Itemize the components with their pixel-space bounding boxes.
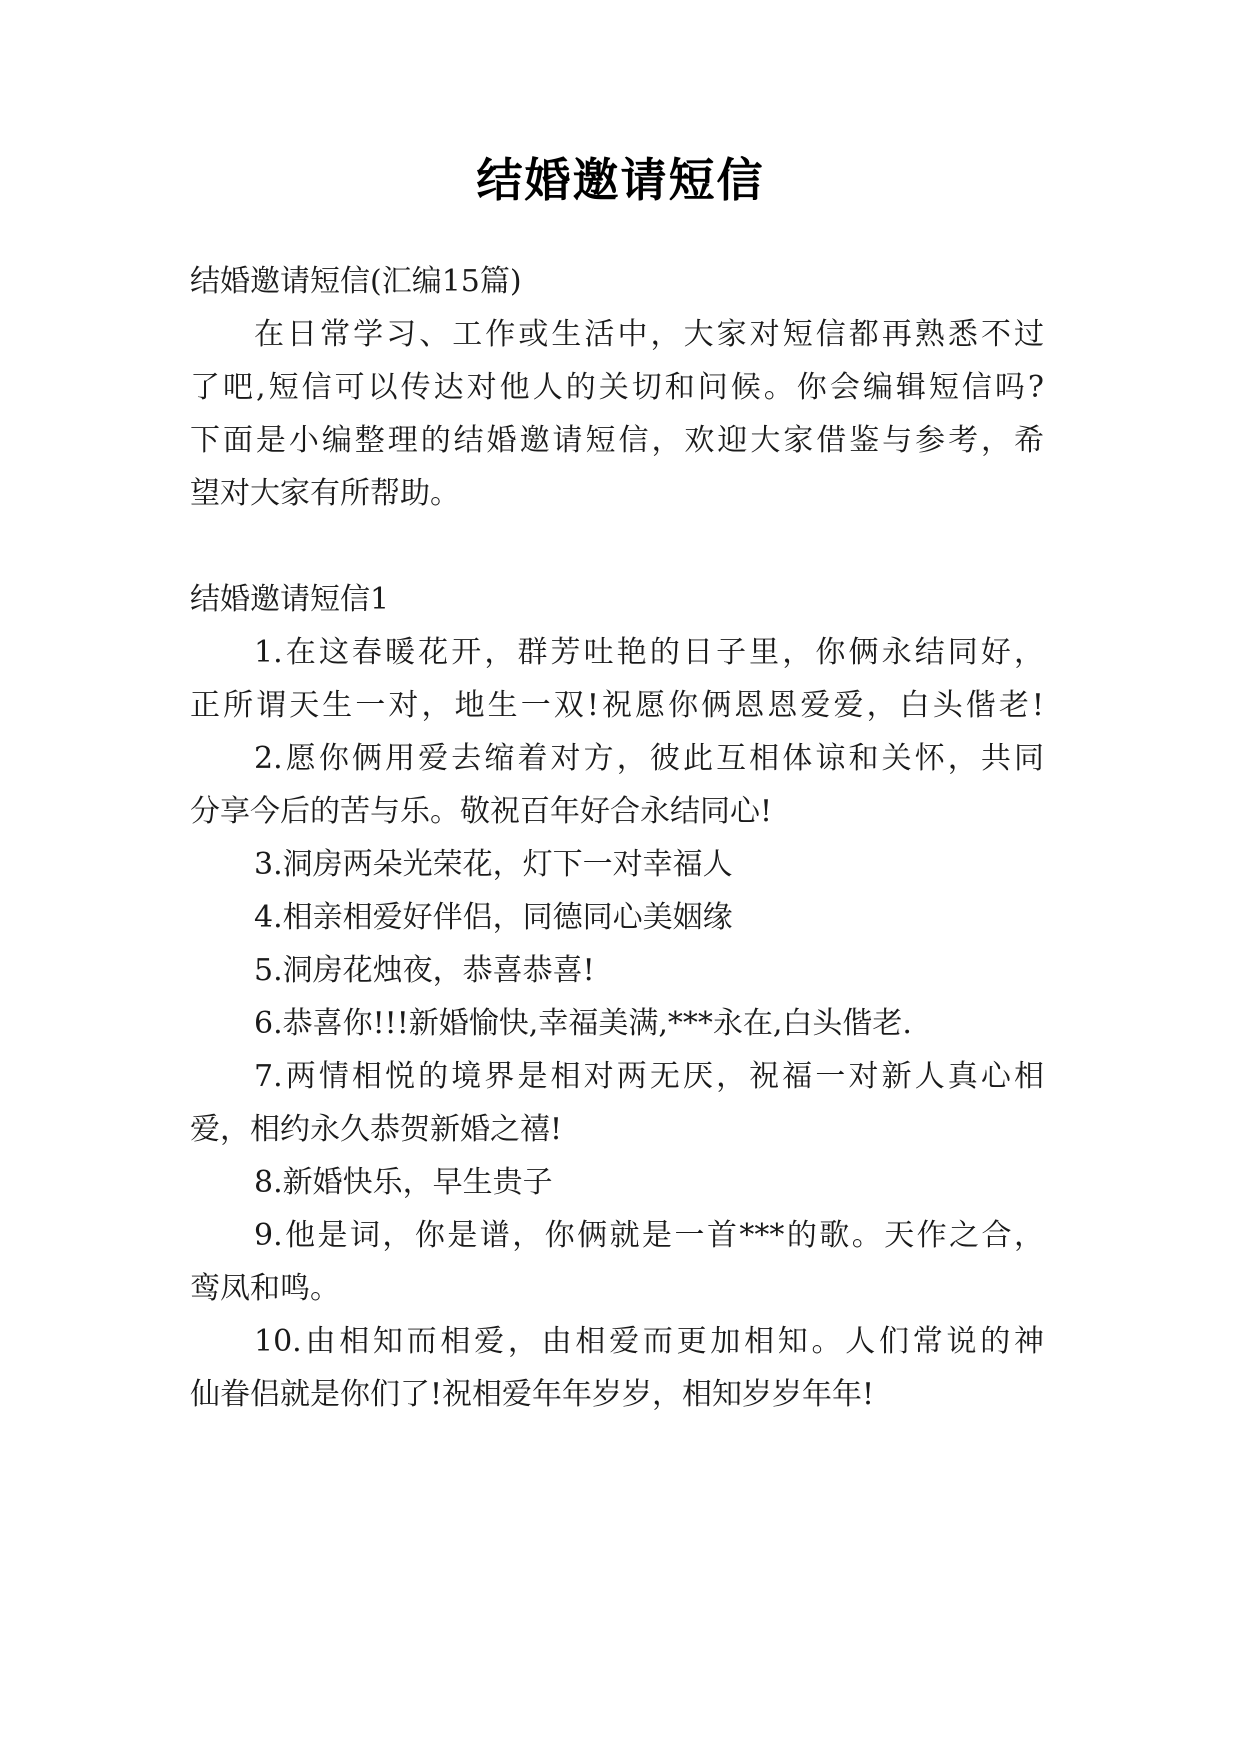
message-line: 3.洞房两朵光荣花，灯下一对幸福人 — [254, 847, 733, 882]
message-line: 2.愿你俩用爱去缩着对方，彼此互相体谅和关怀，共同 — [254, 741, 1044, 776]
intro-line: 了吧,短信可以传达对他人的关切和问候。你会编辑短信吗? — [190, 370, 1044, 405]
message-line: 10.由相知而相爱，由相爱而更加相知。人们常说的神 — [254, 1324, 1044, 1359]
intro-line: 在日常学习、工作或生活中，大家对短信都再熟悉不过 — [254, 317, 1044, 352]
message-line: 8.新婚快乐，早生贵子 — [254, 1165, 553, 1200]
message-line: 正所谓天生一对，地生一双!祝愿你俩恩恩爱爱，白头偕老! — [190, 688, 1044, 723]
document-subtitle: 结婚邀请短信(汇编15篇) — [190, 264, 522, 299]
intro-line: 望对大家有所帮助。 — [190, 476, 460, 511]
intro-line: 下面是小编整理的结婚邀请短信，欢迎大家借鉴与参考，希 — [190, 423, 1044, 458]
message-line: 仙眷侣就是你们了!祝相爱年年岁岁，相知岁岁年年! — [190, 1377, 875, 1412]
message-line: 分享今后的苦与乐。敬祝百年好合永结同心! — [190, 794, 773, 829]
message-line: 1.在这春暖花开，群芳吐艳的日子里，你俩永结同好， — [254, 635, 1044, 670]
document-title: 结婚邀请短信 — [476, 153, 765, 207]
section-heading: 结婚邀请短信1 — [190, 582, 390, 617]
message-line: 6.恭喜你!!!新婚愉快,幸福美满,***永在,白头偕老. — [254, 1006, 912, 1041]
message-line: 5.洞房花烛夜，恭喜恭喜! — [254, 953, 595, 988]
message-line: 7.两情相悦的境界是相对两无厌，祝福一对新人真心相 — [254, 1059, 1044, 1094]
message-line: 9.他是词，你是谱，你俩就是一首***的歌。天作之合， — [254, 1218, 1044, 1253]
message-line: 4.相亲相爱好伴侣，同德同心美姻缘 — [254, 900, 733, 935]
message-line: 爱，相约永久恭贺新婚之禧! — [190, 1112, 563, 1147]
message-line: 鸾凤和鸣。 — [190, 1271, 340, 1306]
